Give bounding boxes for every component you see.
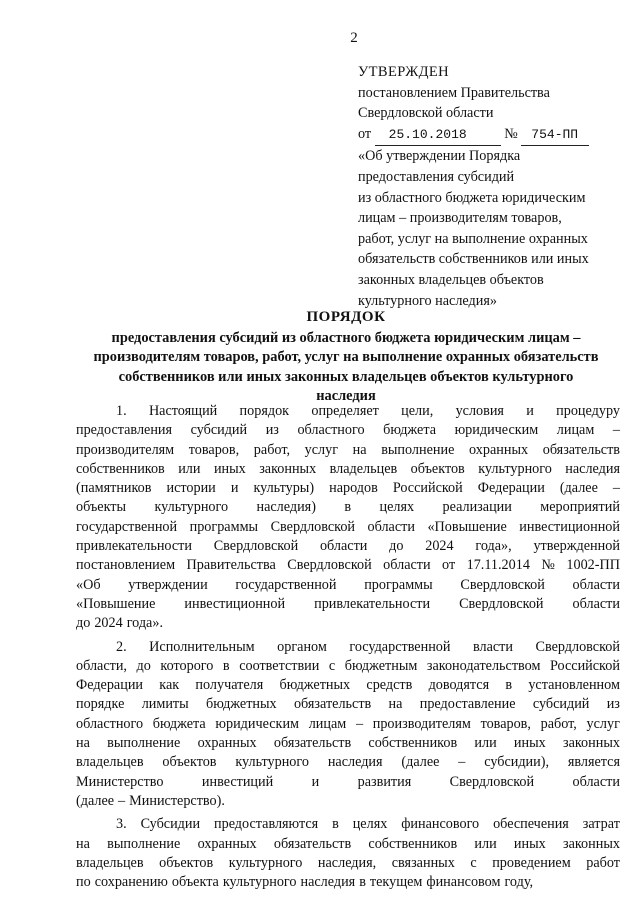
paragraph-line: до 2024 года».: [76, 615, 163, 632]
paragraph-line: порядке лимиты бюджетных обязательств на предоставление субсидий из: [76, 696, 620, 713]
paragraph-line: на выполнение охранных обязательств собственников или иных законных: [76, 835, 620, 852]
paragraph-line: (памятников истории и культуры) народов Российской Федерации (далее –: [76, 480, 620, 497]
approval-heading: УТВЕРЖДЕН: [358, 64, 450, 80]
approval-line: Свердловской области: [358, 105, 494, 122]
approval-title-line: из областного бюджета юридическим: [358, 189, 586, 206]
subtitle-line: собственников или иных законных владельцев объектов культурного: [118, 368, 574, 385]
approval-title-line: законных владельцев объектов: [358, 271, 544, 288]
approval-date-line: [358, 124, 618, 147]
paragraph-line: привлекательности Свердловской области до 2024 года», утвержденной: [76, 538, 620, 555]
paragraph-line: владельцев объектов культурного наследия, связанных с проведением работ: [76, 854, 620, 871]
paragraph-line: 3. Субсидии предоставляются в целях финансового обеспечения затрат: [116, 816, 620, 833]
approval-title-line: обязательств собственников или иных: [358, 251, 589, 268]
approval-title-line: предоставления субсидий: [358, 168, 515, 185]
subtitle-line: предоставления субсидий из областного бюджета юридическим лицам –: [111, 329, 581, 346]
paragraph-line: области, до которого в соответствии с бюджетным законодательством Российской: [76, 657, 620, 674]
paragraph-line: на выполнение охранных обязательств собственников или иных законных: [76, 735, 620, 752]
approval-title-line: работ, услуг на выполнение охранных: [358, 230, 588, 247]
subtitle-line: наследия: [316, 388, 376, 405]
paragraph-line: государственной программы Свердловской области «Повышение инвестиционной: [76, 518, 620, 535]
paragraph-line: собственников или иных законных владельцев объектов культурного наследия: [76, 460, 620, 477]
paragraph-line: 2. Исполнительным органом государственной власти Свердловской: [116, 638, 620, 655]
paragraph-line: предоставления субсидий из областного бюджета юридическим лицам –: [76, 422, 620, 439]
paragraph: [76, 638, 620, 812]
main-title: ПОРЯДОК: [306, 309, 386, 325]
paragraph-line: постановлением Правительства Свердловской области от 17.11.2014 № 1002-ПП: [76, 557, 620, 574]
approval-number: 754-ПП: [521, 125, 589, 147]
paragraph-line: владельцев объектов культурного наследия (далее – субсидии), является: [76, 754, 620, 771]
paragraph-line: производителям товаров, работ, услуг на выполнение охранных обязательств: [76, 441, 620, 458]
approval-title-line: лицам – производителям товаров,: [358, 210, 562, 227]
paragraph: [76, 402, 620, 634]
paragraph-line: 1. Настоящий порядок определяет цели, условия и процедуру: [116, 403, 620, 419]
subtitle-line: производителям товаров, работ, услуг на выполнение охранных обязательств: [93, 349, 599, 366]
approval-title-line: культурного наследия»: [358, 292, 497, 309]
paragraph-line: Министерство инвестиций и развития Свердловской области: [76, 773, 620, 790]
approval-title: [358, 146, 618, 311]
approval-stamp: [358, 62, 618, 311]
document-title: [60, 308, 632, 407]
paragraph: [76, 815, 620, 892]
paragraph-line: (далее – Министерство).: [76, 792, 225, 809]
paragraph-line: областного бюджета юридическим лицам – производителям товаров, работ, услуг: [76, 715, 620, 732]
page-number: 2: [350, 30, 358, 46]
paragraph-line: «Повышение инвестиционной привлекательности Свердловской области: [76, 595, 620, 612]
approval-date: 25.10.2018: [375, 125, 501, 147]
approval-title-line: «Об утверждении Порядка: [358, 148, 521, 165]
paragraph-line: «Об утверждении государственной программы Свердловской области: [76, 576, 620, 593]
number-sign: №: [504, 125, 518, 142]
body-text: [76, 402, 620, 892]
date-prefix: от: [358, 125, 372, 142]
approval-line: постановлением Правительства: [358, 84, 550, 101]
paragraph-line: по сохранению объекта культурного наследия в текущем финансовом году,: [76, 874, 534, 891]
paragraph-line: объекты культурного наследия) в целях реализации мероприятий: [76, 499, 620, 516]
paragraph-line: Федерации как получателя бюджетных средств доводятся в установленном: [76, 677, 620, 694]
